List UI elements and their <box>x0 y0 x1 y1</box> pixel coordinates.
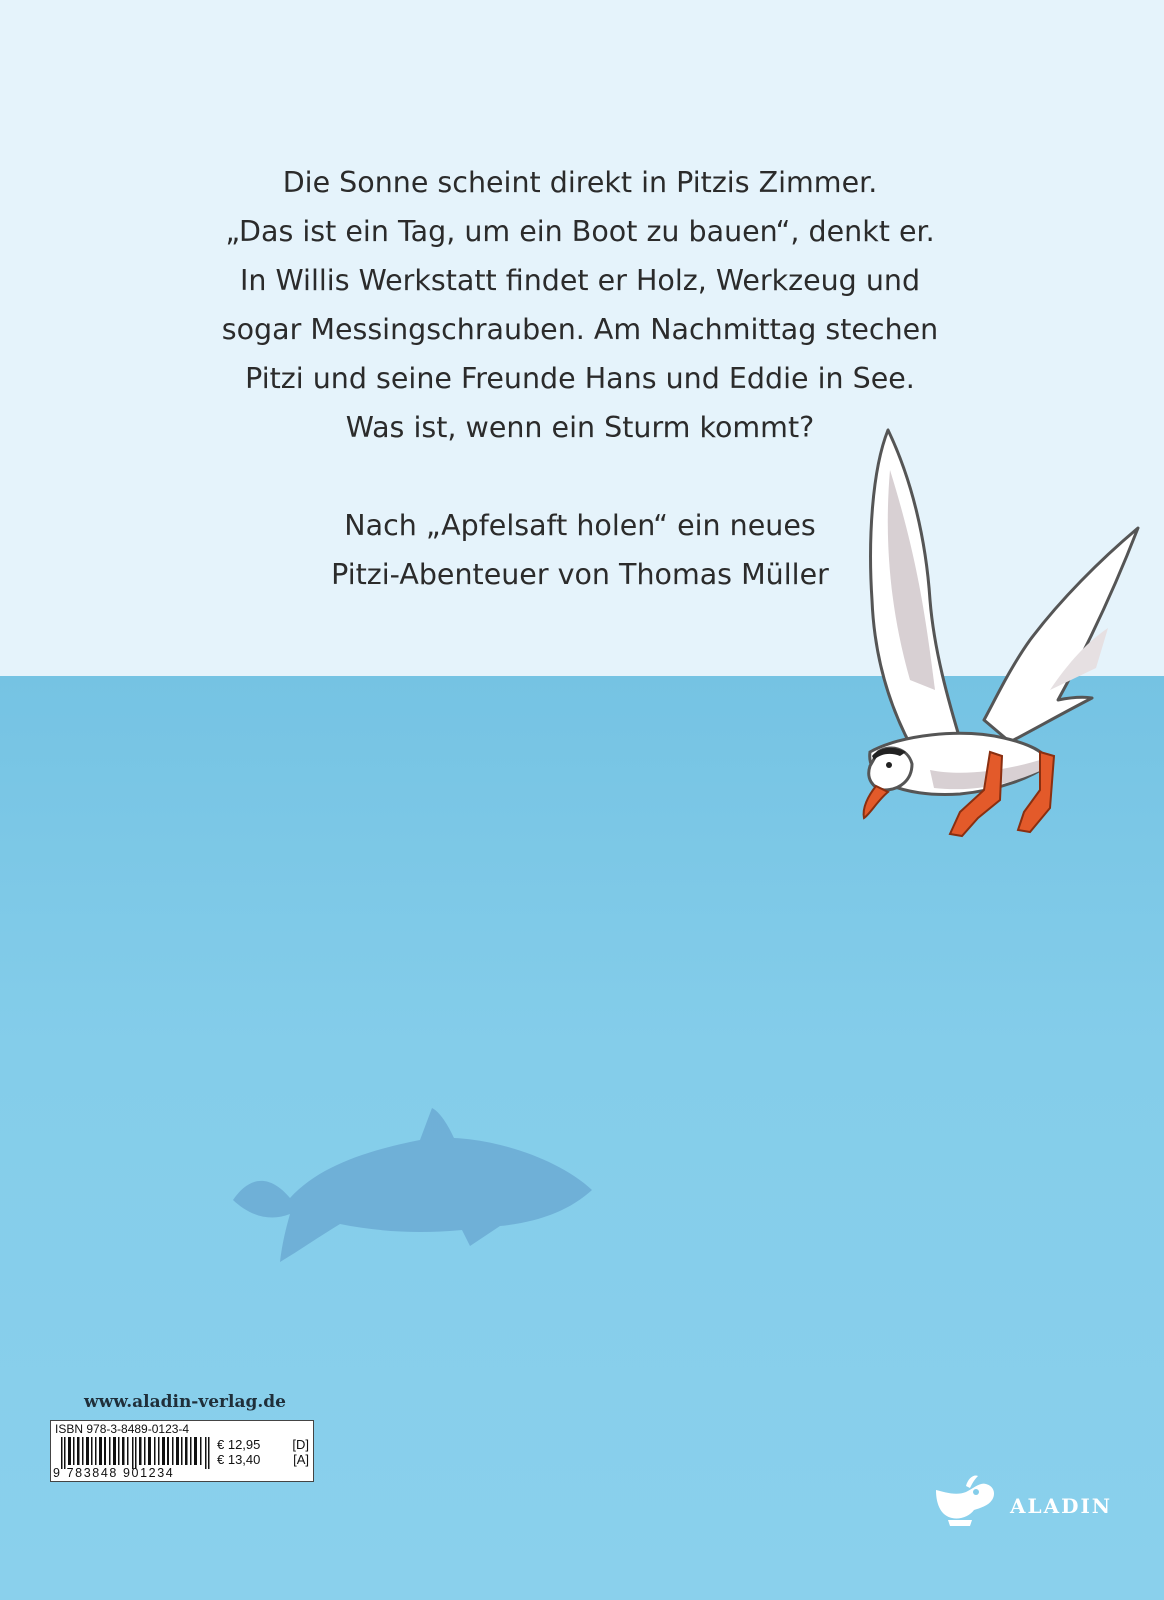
paragraph-gap <box>180 452 980 501</box>
barcode-label <box>50 1420 314 1482</box>
teaser-line: Pitzi-Abenteuer von Thomas Müller <box>331 558 829 591</box>
price-row-germany <box>217 1437 309 1452</box>
price-list <box>217 1437 309 1467</box>
teaser-line: Nach „Apfelsaft holen“ ein neues <box>344 509 816 542</box>
blurb-line: Die Sonne scheint direkt in Pitzis Zimmer. <box>282 166 878 199</box>
shark-shadow-icon <box>233 1108 592 1262</box>
publisher-website-link[interactable]: www.aladin-verlag.de <box>84 1392 286 1412</box>
price-region: [D] <box>292 1437 309 1452</box>
price-region: [A] <box>293 1452 309 1467</box>
blurb-line: sogar Messingschrauben. Am Nachmittag stechen <box>221 313 939 346</box>
isbn-text: ISBN 978-3-8489-0123-4 <box>55 1422 190 1436</box>
blurb-line: Pitzi und seine Freunde Hans und Eddie in See. <box>245 362 915 395</box>
blurb-line: „Das ist ein Tag, um ein Boot zu bauen“, denkt er. <box>225 215 935 248</box>
barcode-icon <box>55 1437 215 1469</box>
blurb-line: In Willis Werkstatt findet er Holz, Werkzeug und <box>239 264 921 297</box>
publisher-name: ALADIN <box>1010 1494 1113 1518</box>
price-row-austria <box>217 1452 309 1467</box>
genie-lamp-icon <box>930 1462 1000 1530</box>
barcode-digits: 9 783848 901234 <box>53 1466 175 1480</box>
blurb-text <box>180 158 980 599</box>
price-amount: € 12,95 <box>217 1437 261 1452</box>
publisher-logo <box>930 1462 1140 1530</box>
blurb-line: Was ist, wenn ein Sturm kommt? <box>345 411 815 444</box>
price-amount: € 13,40 <box>217 1452 261 1467</box>
